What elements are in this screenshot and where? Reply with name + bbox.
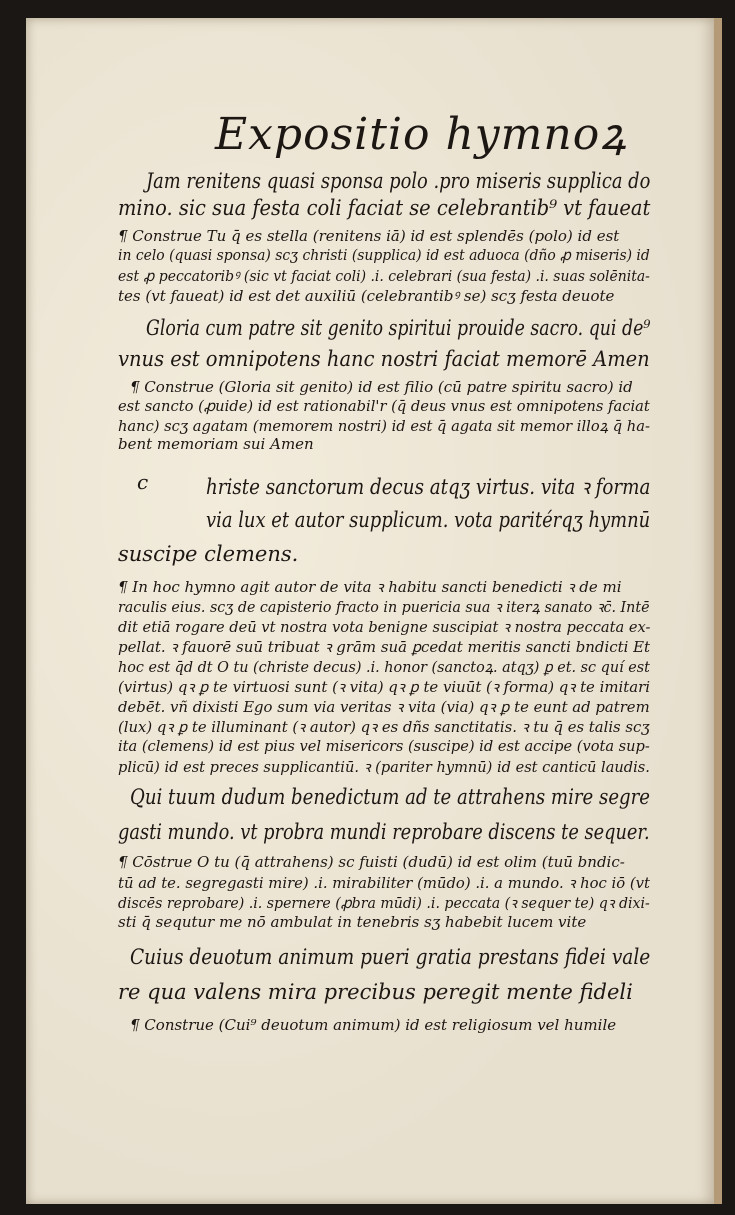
commentary-line: (lux) qꝛ ꝑ te illuminant (ꝛ autor) qꝛ es dñs sanctitatis. ꝛ tu q̄ es talis scʒ	[118, 718, 650, 736]
commentary-line: hoc est q̄d dt O tu (christe decus) .i. honor (sanctoꝝ. atqʒ) ꝑ et. sc quí est	[118, 658, 650, 676]
commentary-line: (virtus) qꝛ ꝑ te virtuosi sunt (ꝛ vita) qꝛ ꝑ te viuūt (ꝛ forma) qꝛ te imitari	[118, 678, 650, 696]
commentary-line: tes (vt faueat) id est det auxiliū (celebrantibꝰ se) scʒ festa deuote	[118, 287, 615, 305]
commentary-line: ¶ Construe (Gloria sit genito) id est filio (cū patre spiritu sacro) id	[130, 378, 633, 396]
verse-line: Cuius deuotum animum pueri gratia prestans fidei vale	[130, 945, 651, 969]
verse-line: gasti mundo. vt probra mundi reprobare discens te sequer.	[118, 820, 650, 844]
commentary-line: pellat. ꝛ fauorē suū tribuat ꝛ grām suā ꝑcedat meritis sancti bndicti Et	[118, 638, 651, 656]
page-edge	[714, 18, 722, 1204]
verse-line: hriste sanctorum decus atqʒ virtus. vita ꝛ forma	[206, 475, 651, 499]
commentary-line: hanc) scʒ agatam (memorem nostri) id est q̄ agata sit memor illoꝝ q̄ ha-	[118, 417, 650, 435]
commentary-line: debēt. vñ dixisti Ego sum via veritas ꝛ vita (via) qꝛ ꝑ te eunt ad patrem	[118, 698, 650, 716]
commentary-line: plicū) id est preces supplicantiū. ꝛ (pariter hymnū) id est canticū laudis.	[118, 758, 650, 776]
verse-line: suscipe clemens.	[118, 542, 299, 566]
commentary-line: in celo (quasi sponsa) scʒ christi (supplica) id est aduoca (dño ꝓ miseris) id	[118, 246, 650, 264]
commentary-line: ¶ Construe (Cui⁹ deuotum animum) id est religiosum vel humile	[130, 1016, 617, 1034]
verse-line: Jam renitens quasi sponsa polo .pro miseris supplica do	[146, 169, 651, 193]
verse-line: vnus est omnipotens hanc nostri faciat memorē Amen	[118, 347, 650, 371]
verse-line: re qua valens mira precibus peregit mente fideli	[118, 980, 633, 1004]
commentary-line: dit etiā rogare deū vt nostra vota benigne suscipiat ꝛ nostra peccata ex-	[118, 618, 651, 636]
verse-line: via lux et autor supplicum. vota paritérqʒ hymnū	[206, 508, 651, 532]
commentary-line: ¶ In hoc hymno agit autor de vita ꝛ habitu sancti benedicti ꝛ de mi	[118, 578, 622, 596]
commentary-line: raculis eius. scʒ de capisterio fracto in puericia sua ꝛ iterꝝ sanato ꝛc̄. Intē	[118, 598, 650, 616]
verse-line: Gloria cum patre sit genito spiritui prouide sacro. qui de⁹	[146, 316, 651, 340]
commentary-line: est sancto (ꝓuide) id est rationabil'r (q̄ deus vnus est omnipotens faciat	[118, 397, 650, 415]
commentary-line: tū ad te. segregasti mire) .i. mirabiliter (mūdo) .i. a mundo. ꝛ hoc iō (vt	[118, 874, 650, 892]
commentary-line: est ꝓ peccatoribꝰ (sic vt faciat coli) .i. celebrari (sua festa) .i. suas solēnita-	[118, 267, 650, 285]
page-title: Expositio hymnoꝝ	[215, 109, 627, 160]
commentary-line: sti q̄ sequtur me nō ambulat in tenebris sʒ habebit lucem vite	[118, 913, 587, 931]
initial-letter: c	[137, 470, 149, 494]
commentary-line: ¶ Construe Tu q̄ es stella (renitens iā) id est splendēs (polo) id est	[118, 227, 620, 245]
commentary-line: ¶ Cōstrue O tu (q̄ attrahens) sc fuisti (dudū) id est olim (tuū bndic-	[118, 853, 625, 871]
commentary-line: discēs reprobare) .i. spernere (ꝓbra mūdi) .i. peccata (ꝛ sequer te) qꝛ dixi-	[118, 894, 650, 912]
commentary-line: ita (clemens) id est pius vel misericors (suscipe) id est accipe (vota sup-	[118, 737, 650, 755]
commentary-line: bent memoriam sui Amen	[118, 435, 314, 453]
verse-line: Qui tuum dudum benedictum ad te attrahens mire segre	[130, 785, 651, 809]
verse-line: mino. sic sua festa coli faciat se celebrantib⁹ vt faueat	[118, 196, 651, 220]
